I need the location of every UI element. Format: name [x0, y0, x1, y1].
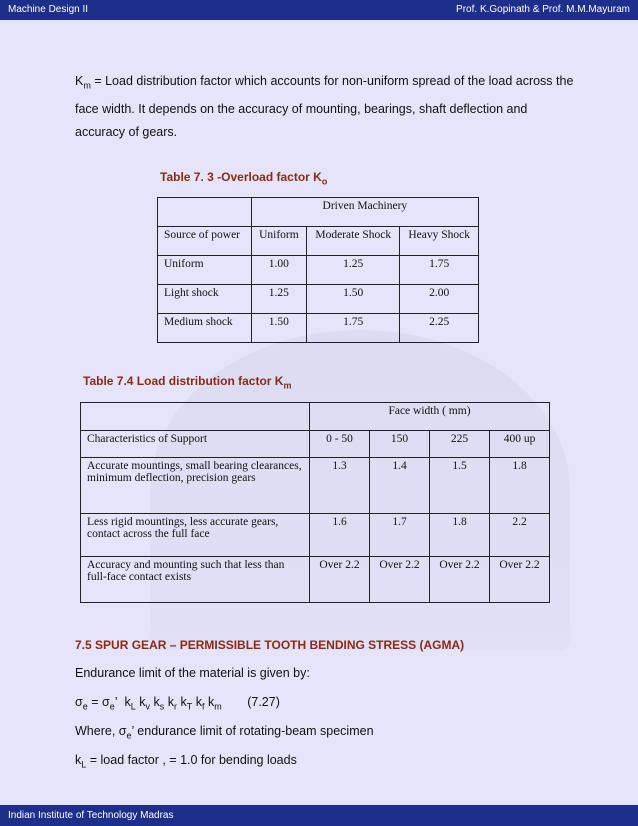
table2-col-1: 0 - 50	[310, 431, 370, 458]
table1-caption-text: Table 7. 3 -Overload factor K	[160, 170, 322, 184]
table2-col-0: Characteristics of Support	[81, 431, 310, 458]
eq-k-sub: f	[201, 701, 205, 712]
table1-cell: 1.75	[307, 314, 400, 343]
load-distribution-table	[80, 402, 550, 603]
eq-k-sub: r	[174, 701, 177, 712]
table1-caption	[160, 170, 327, 186]
endurance-limit-intro: Endurance limit of the material is given by:	[75, 666, 310, 680]
km-symbol: K	[75, 74, 84, 88]
kl-symbol: k	[75, 753, 82, 767]
table2-caption	[83, 374, 291, 390]
eq-k: k	[153, 695, 160, 709]
table-row	[158, 285, 479, 314]
table2-caption-text: Table 7.4 Load distribution factor K	[83, 374, 284, 388]
eq-k: k	[167, 695, 174, 709]
eq-k: k	[139, 695, 146, 709]
where-prefix: Where, σ	[75, 724, 127, 738]
where-text: ’ endurance limit of rotating-beam specimen	[131, 724, 374, 738]
table2-cell: 1.6	[310, 514, 370, 557]
table1-cell: 1.50	[251, 314, 306, 343]
table1-group-header: Driven Machinery	[251, 198, 478, 227]
table2-col-4: 400 up	[490, 431, 550, 458]
table1-cell: Medium shock	[158, 314, 252, 343]
table2-cell: 1.8	[430, 514, 490, 557]
eq-k: k	[195, 695, 202, 709]
overload-factor-table	[157, 197, 479, 343]
eq-k: k	[124, 695, 131, 709]
table2-cell: Over 2.2	[370, 557, 430, 603]
equation-number: (7.27)	[247, 695, 280, 709]
table1-cell: Uniform	[158, 256, 252, 285]
eq-k-sub: m	[214, 701, 222, 712]
table1-empty-cell	[158, 198, 252, 227]
table2-cell: Over 2.2	[490, 557, 550, 603]
section-heading: 7.5 SPUR GEAR – PERMISSIBLE TOOTH BENDING STRESS (AGMA)	[75, 638, 465, 652]
table2-cell: Accuracy and mounting such that less than full-face contact exists	[81, 557, 310, 603]
header-course-title: Machine Design II	[8, 4, 89, 15]
table1-cell: Light shock	[158, 285, 252, 314]
endurance-limit-equation	[75, 695, 280, 712]
eq-k-terms	[124, 695, 226, 712]
table-row	[81, 514, 550, 557]
page-header	[0, 0, 638, 20]
table1-col-2: Moderate Shock	[307, 227, 400, 256]
table2-cell: 1.7	[370, 514, 430, 557]
table1-cell: 2.00	[400, 285, 479, 314]
table1-cell: 1.25	[307, 256, 400, 285]
eq-k: k	[180, 695, 187, 709]
table2-col-2: 150	[370, 431, 430, 458]
table2-cell: 1.8	[490, 458, 550, 514]
table1-cell: 1.75	[400, 256, 479, 285]
eq-sigma: σ	[75, 695, 83, 709]
where-line	[75, 724, 374, 741]
table2-cell: Over 2.2	[310, 557, 370, 603]
eq-sigma-sub: e	[82, 701, 88, 712]
where-sub: e	[126, 730, 132, 741]
table-row	[81, 458, 550, 514]
eq-k-sub: v	[145, 701, 151, 712]
table2-cell: 2.2	[490, 514, 550, 557]
kl-sub: L	[81, 759, 87, 770]
table2-caption-sub: m	[283, 380, 292, 391]
table1-col-3: Heavy Shock	[400, 227, 479, 256]
eq-k: k	[207, 695, 215, 709]
table2-cell: 1.4	[370, 458, 430, 514]
page-footer: Indian Institute of Technology Madras	[0, 805, 638, 826]
eq-k-sub: s	[159, 701, 165, 712]
table1-col-1: Uniform	[251, 227, 306, 256]
eq-sigma2-sub: e	[109, 701, 115, 712]
table1-cell: 1.00	[251, 256, 306, 285]
table1-cell: 2.25	[400, 314, 479, 343]
table1-cell: 1.50	[307, 285, 400, 314]
table-row	[81, 431, 550, 458]
km-definition-text: = Load distribution factor which accounts for non-uniform spread of the load across the face width. It depends on the accuracy of mounting, bearings, shaft deflection and accuracy of gears.	[75, 74, 574, 139]
eq-k-sub: T	[186, 701, 193, 712]
table2-cell: Over 2.2	[430, 557, 490, 603]
kl-text: = load factor , = 1.0 for bending loads	[86, 753, 297, 767]
table-row	[81, 557, 550, 603]
table2-group-header: Face width ( mm)	[310, 403, 550, 431]
eq-prime: ’	[114, 695, 118, 709]
km-symbol-sub: m	[83, 80, 91, 91]
table1-caption-sub: o	[321, 176, 328, 187]
table-row	[158, 227, 479, 256]
load-factor-line	[75, 753, 297, 770]
table2-cell: 1.5	[430, 458, 490, 514]
table2-cell: 1.3	[310, 458, 370, 514]
table2-col-3: 225	[430, 431, 490, 458]
table-row	[158, 314, 479, 343]
table1-cell: 1.25	[251, 285, 306, 314]
table2-empty-cell	[81, 403, 310, 431]
eq-equals: = σ	[87, 695, 110, 709]
table-row	[158, 256, 479, 285]
table2-cell: Accurate mountings, small bearing clearances, minimum deflection, precision gears	[81, 458, 310, 514]
table2-cell: Less rigid mountings, less accurate gears, contact across the full face	[81, 514, 310, 557]
km-definition	[75, 70, 575, 144]
header-authors: Prof. K.Gopinath & Prof. M.M.Mayuram	[456, 4, 630, 15]
table1-col-0: Source of power	[158, 227, 252, 256]
eq-k-sub: L	[130, 701, 136, 712]
